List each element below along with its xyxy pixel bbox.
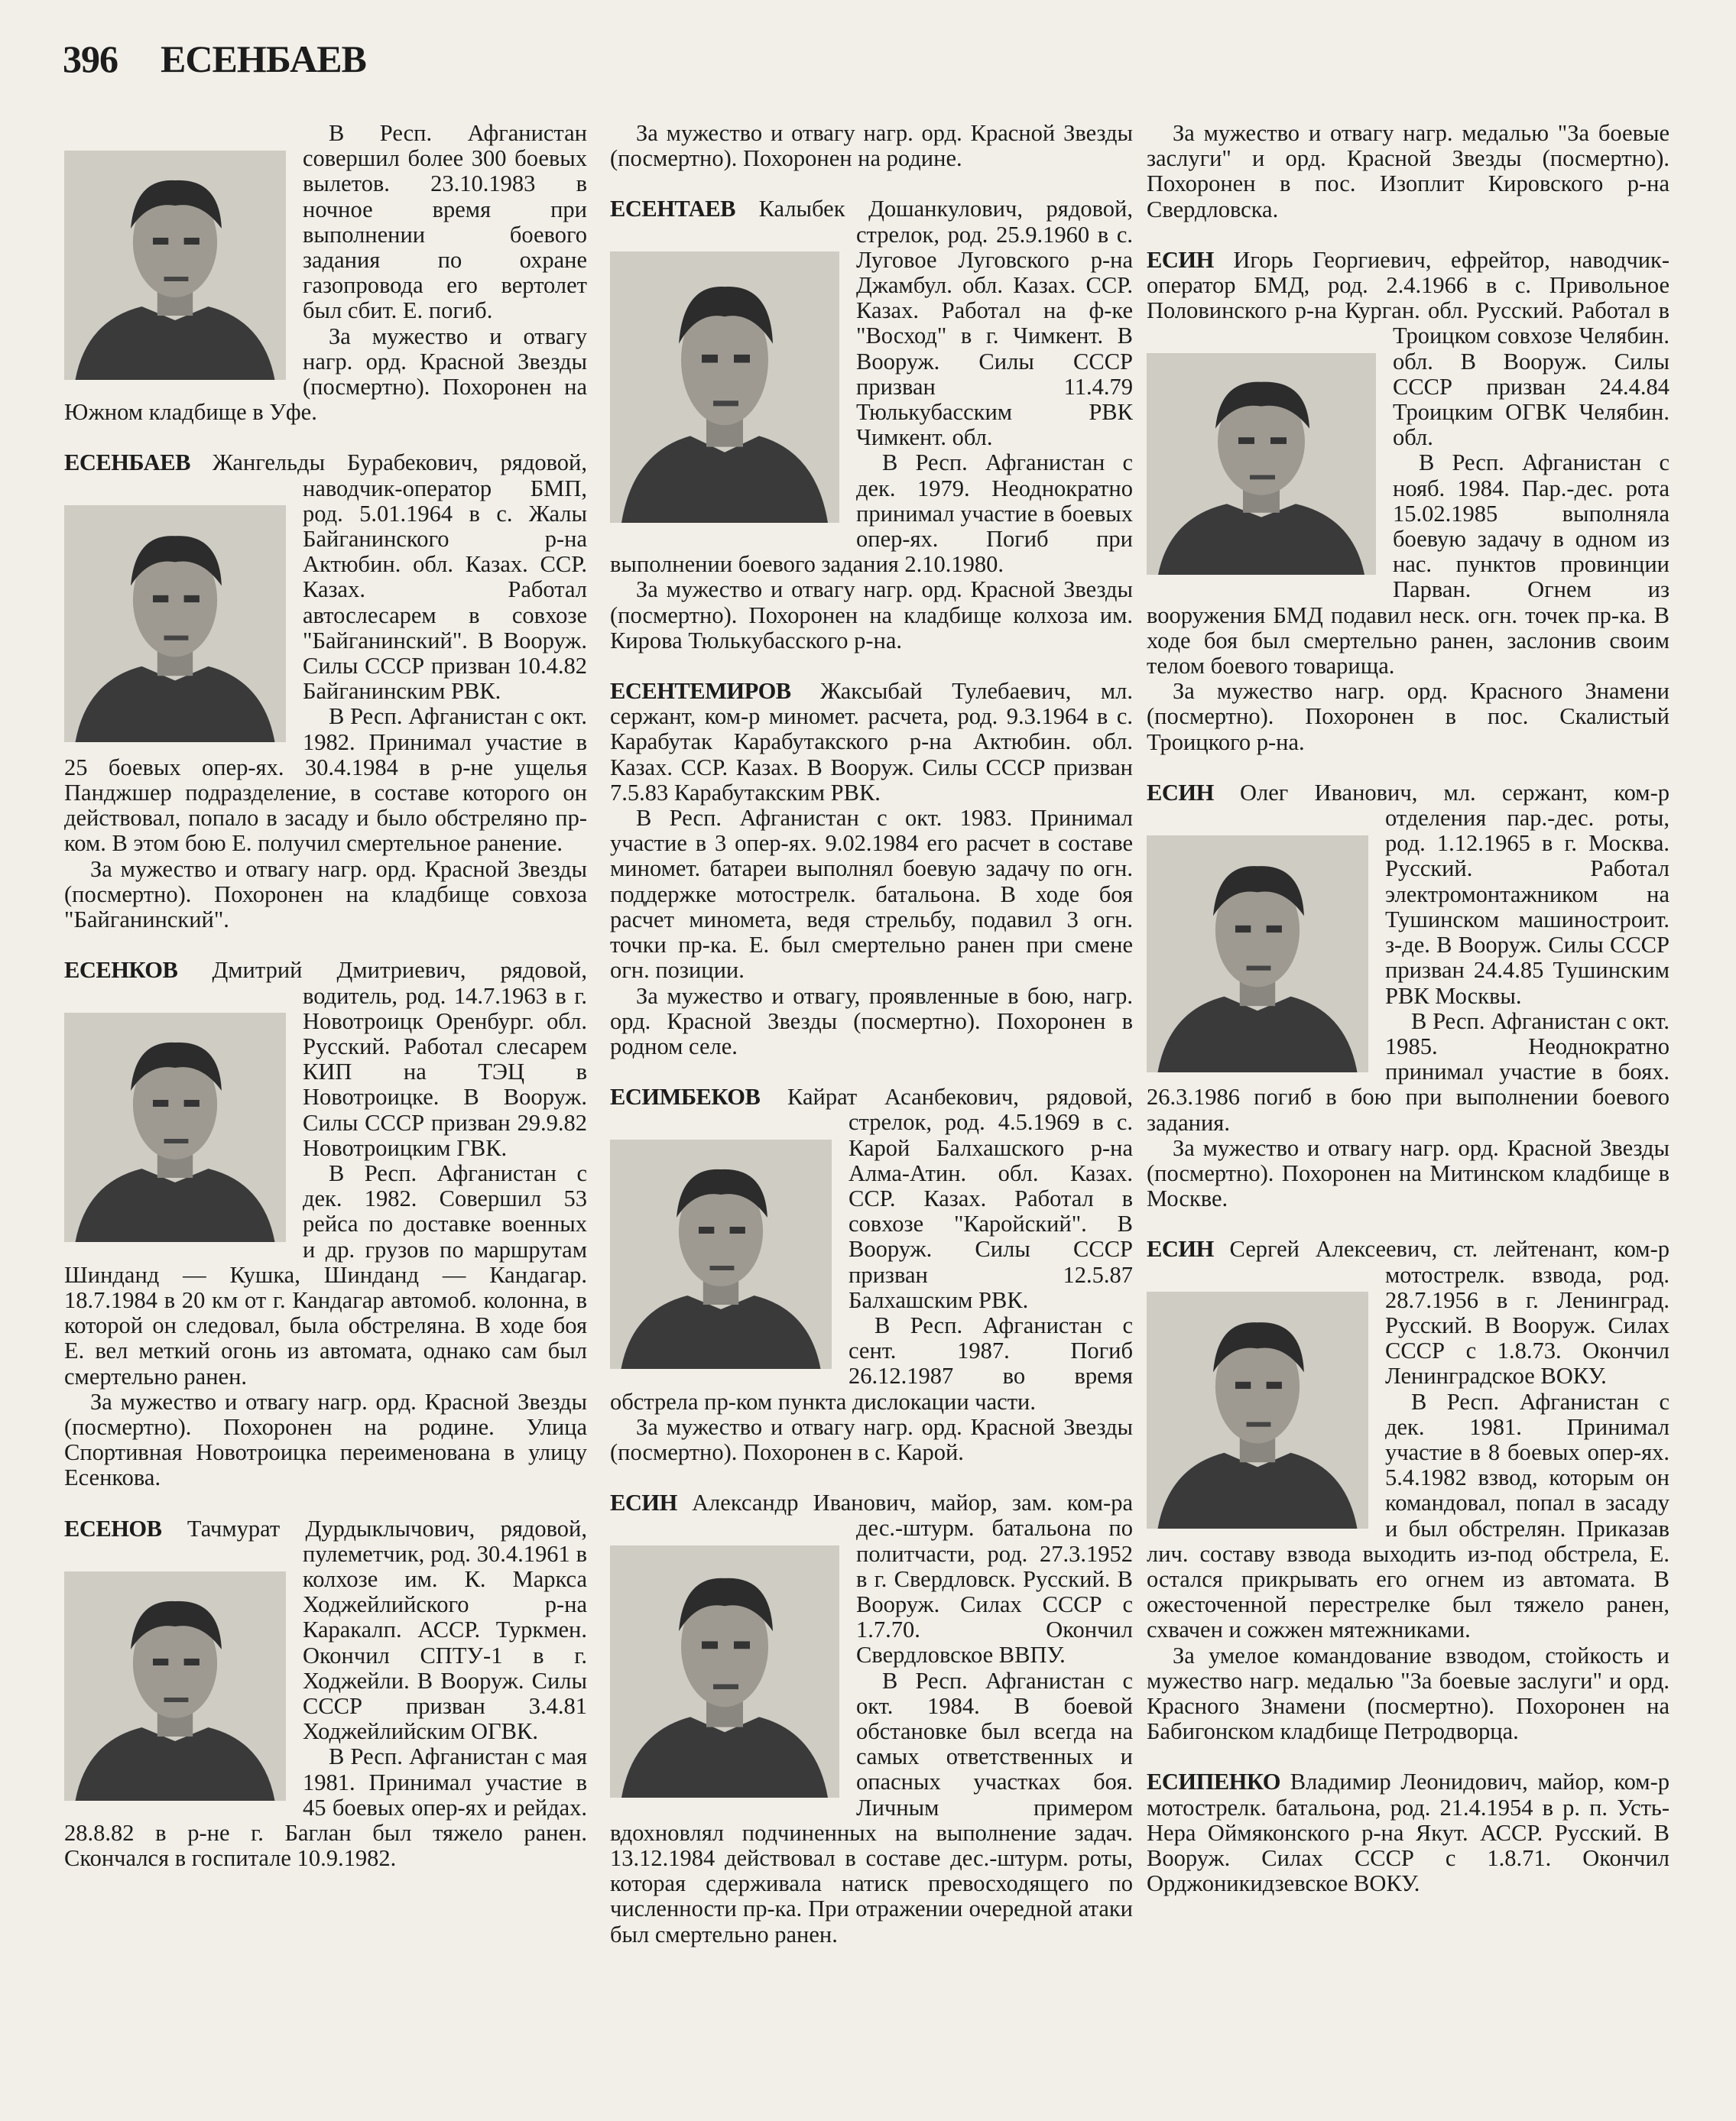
biography-entry [1147, 121, 1669, 222]
surname: ЕСИН [1147, 1236, 1214, 1263]
column-2 [610, 121, 1133, 1973]
entry-details: Сергей Алексеевич, ст. лейтенант, ком-р мотострелк. взвода, род. 28.7.1956 в г. Ленинград. Русский. В Вооруж. Силах СССР с 1.8.73. Окончил Ленинградское ВОКУ. [1213, 1236, 1669, 1390]
biography-entry [610, 121, 1133, 171]
surname: ЕСИН [610, 1490, 677, 1516]
portrait-photo [610, 1545, 839, 1798]
portrait-photo [610, 251, 839, 523]
portrait-photo [64, 1571, 286, 1801]
biography-entry [610, 679, 1133, 1059]
entry-paragraph: В Респ. Афганистан с мая 1981. Принимал участие в 45 боевых опер-ях и рейдах. 28.8.82 в р-не г. Баглан был тяжело ранен. Скончался в госпитале 10.9.1982. [64, 1743, 587, 1872]
entry-paragraph: В Респ. Афганистан с дек. 1981. Принимал участие в 8 боевых опер-ях. 5.4.1982 взвод, которым он командовал, попал в засаду и был обстрелян. Приказав лич. составу взвода выходить из-под обстрела, Е. остался прикрывать его огнем из автомата. В ожесточенной перестрелке был тяжело ранен, схвачен и сожжен мятежниками. [1147, 1388, 1669, 1643]
surname: ЕСЕНКОВ [64, 957, 178, 984]
biography-entry [1147, 780, 1669, 1211]
biography-entry [610, 196, 1133, 653]
entry-paragraph: В Респ. Афганистан с дек. 1982. Совершил 53 рейса по доставке военных и др. грузов по маршрутам Шинданд — Кушка, Шинданд — Кандагар. 18.7.1984 в 20 км от г. Кандагар автомоб. колонна, в которой он следовал, была обстреляна. В ходе боя Е. вел меткий огонь из автомата, однако сам был смертельно ранен. [64, 1159, 587, 1390]
entry-paragraph: За мужество и отвагу нагр. орд. Красной Звезды (посмертно). Похоронен на Митинском кладбище в Москве. [1147, 1134, 1669, 1212]
surname: ЕСИМБЕКОВ [610, 1084, 761, 1111]
entry-paragraph: За умелое командование взводом, стойкость и мужество нагр. медалью "За боевые заслуги" и орд. Красного Знамени (посмертно). Похоронен на Бабигонском кладбище Петродворца. [1147, 1642, 1669, 1745]
entry-paragraph: В Респ. Афганистан с окт. 1985. Неоднократно принимал участие в боях. 26.3.1986 погиб в бою при выполнении боевого задания. [1147, 1007, 1669, 1136]
surname: ЕСЕНБАЕВ [64, 449, 190, 476]
surname: ЕСИПЕНКО [1147, 1769, 1280, 1795]
entry-details: Калыбек Дошанкулович, рядовой, стрелок, род. 25.9.1960 в с. Луговое Луговского р-на Джамбул. обл. Казах. ССР. Казах. Работал на ф-ке "Восход" в г. Чимкент. В Вооруж. Силы СССР призван 11.4.79 Тюлькубасским РВК Чимкент. обл. [735, 196, 1133, 451]
entry-paragraph: За мужество и отвагу нагр. орд. Красной Звезды (посмертно). Похоронен на родине. [610, 120, 1133, 172]
entry-paragraph: В Респ. Афганистан с нояб. 1984. Пар.-дес. рота 15.02.1985 выполняла боевую задачу в одном из нас. пунктов провинции Парван. Огнем из вооружения БМД подавил неск. огн. точек пр-ка. В ходе боя был смертельно ранен, заслонив своим телом боевого товарища. [1147, 449, 1669, 679]
entry-paragraph: За мужество и отвагу нагр. орд. Красной Звезды (посмертно). Похоронен на кладбище совхоза "Байганинский". [64, 855, 587, 933]
biography-entry [64, 121, 587, 425]
entry-paragraph: За мужество и отвагу, проявленные в бою, нагр. орд. Красной Звезды (посмертно). Похоронен в родном селе. [610, 982, 1133, 1059]
entry-details: Тачмурат Дурдыклычович, рядовой, пулеметчик, род. 30.4.1961 в колхозе им. К. Маркса Ходжейлийского р-на Каракалп. АССР. Туркмен. Окончил СПТУ-1 в г. Ходжейли. В Вооруж. Силы СССР призван 3.4.81 Ходжейлийским ОГВК. [161, 1515, 587, 1745]
biography-entry [64, 1516, 587, 1872]
biography-entry [1147, 1237, 1669, 1744]
entry-details: Игорь Георгиевич, ефрейтор, наводчик-оператор БМД, род. 2.4.1966 в с. Привольное Половинского р-на Курган. обл. Русский. Работал в Троицком совхозе Челябин. обл. В Вооруж. Силы СССР призван 24.4.84 Троицким ОГВК Челябин. обл. [1147, 246, 1669, 451]
surname: ЕСЕНОВ [64, 1515, 162, 1542]
entry-paragraph: В Респ. Афганистан с окт. 1984. В боевой обстановке был всегда на самых ответственных и опасных участках боя. Личным примером вдохновлял подчиненных на выполнение задач. 13.12.1984 действовал в составе дес.-штурм. роты, которая сдерживала натиск превосходящего по численности пр-ка. При отражении очередной атаки был смертельно ранен. [610, 1667, 1133, 1947]
entry-heading [1147, 1769, 1669, 1896]
entry-paragraph: За мужество и отвагу нагр. орд. Красной Звезды (посмертно). Похоронен на кладбище колхоза им. Кирова Тюлькубасского р-на. [610, 576, 1133, 653]
entry-paragraph: В Респ. Афганистан совершил более 300 боевых вылетов. 23.10.1983 в ночное время при выполнении боевого задания по охране газопровода его вертолет был сбит. Е. погиб. [303, 120, 587, 324]
portrait-photo [610, 1140, 832, 1369]
entry-paragraph: В Респ. Афганистан с окт. 1982. Принимал участие в 25 боевых опер-ях. 30.4.1984 в р-не ущелья Панджшер подразделение, в составе которого он действовал, попало в засаду и было обстреляно пр-ком. В этом бою Е. получил смертельное ранение. [64, 703, 587, 857]
portrait-photo [64, 151, 286, 380]
biography-entry [610, 1490, 1133, 1947]
biography-entry [64, 450, 587, 932]
column-3 [1147, 121, 1669, 1922]
biography-entry [1147, 248, 1669, 755]
biography-entry [64, 958, 587, 1490]
column-1 [64, 121, 587, 1896]
entry-paragraph: В Респ. Афганистан с сент. 1987. Погиб 26.12.1987 во время обстрела пр-ком пункта дислокации части. [610, 1312, 1133, 1415]
portrait-photo [64, 505, 286, 742]
entry-details: Жангельды Бурабекович, рядовой, наводчик-оператор БМП, род. 5.01.1964 в с. Жалы Байганинского р-на Актюбин. обл. Казах. ССР. Казах. Работал автослесарем в совхозе "Байганинский". В Вооруж. Силы СССР призван 10.4.82 Байганинским РВК. [190, 449, 587, 705]
surname: ЕСЕНТАЕВ [610, 196, 735, 222]
surname: ЕСЕНТЕМИРОВ [610, 678, 791, 705]
entry-details: Дмитрий Дмитриевич, рядовой, водитель, род. 14.7.1963 в г. Новотроицк Оренбург. обл. Русский. Работал слесарем КИП на ТЭЦ в Новотроицке. В Вооруж. Силы СССР призван 29.9.82 Новотроицким ГВК. [177, 957, 587, 1161]
surname: ЕСИН [1147, 246, 1214, 273]
entry-paragraph: В Респ. Афганистан с дек. 1979. Неоднократно принимал участие в боевых опер-ях. Погиб при выполнении боевого задания 2.10.1980. [610, 449, 1133, 578]
biography-entry [1147, 1769, 1669, 1896]
entry-paragraph: За мужество и отвагу нагр. орд. Красной Звезды (посмертно). Похоронен на Южном кладбище в Уфе. [64, 323, 587, 426]
page-number: 396 [63, 37, 118, 80]
entry-details: Жаксыбай Тулебаевич, мл. сержант, ком-р миномет. расчета, род. 9.3.1964 в с. Карабутак Карабутакского р-на Актюбин. обл. Казах. ССР. Казах. В Вооруж. Силы СССР призван 7.5.83 Карабутакским РВК. [610, 678, 1133, 806]
entry-paragraph: За мужество нагр. орд. Красного Знамени (посмертно). Похоронен в пос. Скалистый Троицкого р-на. [1147, 678, 1669, 755]
portrait-photo [1147, 353, 1376, 575]
entry-paragraph: За мужество и отвагу нагр. орд. Красной Звезды (посмертно). Похоронен на родине. Улица Спортивная Новотроицка переименована в улицу Есенкова. [64, 1388, 587, 1491]
entry-paragraph: За мужество и отвагу нагр. орд. Красной Звезды (посмертно). Похоронен в с. Карой. [610, 1413, 1133, 1465]
page-header [63, 37, 366, 81]
entry-details: Олег Иванович, мл. сержант, ком-р отделения пар.-дес. роты, род. 1.12.1965 в г. Москва. Русский. Работал электромонтажником на Тушинском машиностроит. з-де. В Вооруж. Силы СССР призван 24.4.85 Тушинским РВК Москвы. [1213, 779, 1669, 1009]
entry-paragraph: За мужество и отвагу нагр. медалью "За боевые заслуги" и орд. Красной Звезды (посмертно). Похоронен в пос. Изоплит Кировского р-на Свердловска. [1147, 120, 1669, 222]
entry-paragraph: В Респ. Афганистан с окт. 1983. Принимал участие в 3 опер-ях. 9.02.1984 его расчет в составе миномет. батареи выполнял боевую задачу по огн. поддержке мотострелк. батальона. В ходе боя расчет миномета, ведя стрельбу, подавил 3 огн. точки пр-ка. Е. был смертельно ранен при смене огн. позиции. [610, 805, 1133, 984]
entry-heading [610, 679, 1133, 806]
entry-details: Кайрат Асанбекович, рядовой, стрелок, род. 4.5.1969 в с. Карой Балхашского р-на Алма-Атин. обл. Казах. ССР. Казах. Работал в совхозе "Каройский". В Вооруж. Силы СССР призван 12.5.87 Балхашским РВК. [760, 1084, 1133, 1313]
running-title: ЕСЕНБАЕВ [161, 37, 366, 80]
entry-details: Александр Иванович, майор, зам. ком-ра дес.-штурм. батальона по политчасти, род. 27.3.1952 в г. Свердловск. Русский. В Вооруж. Силах СССР с 1.7.70. Окончил Свердловское ВВПУ. [677, 1490, 1133, 1669]
surname: ЕСИН [1147, 779, 1214, 806]
portrait-photo [1147, 1292, 1368, 1529]
entry-details: Владимир Леонидович, майор, ком-р мотострелк. батальона, род. 21.4.1954 в р. п. Усть-Нера Оймяконского р-на Якут. АССР. Русский. В Вооруж. Силах СССР с 1.8.71. Окончил Орджоникидзевское ВОКУ. [1147, 1769, 1669, 1897]
biography-entry [610, 1085, 1133, 1465]
portrait-photo [64, 1013, 286, 1242]
portrait-photo [1147, 835, 1368, 1072]
